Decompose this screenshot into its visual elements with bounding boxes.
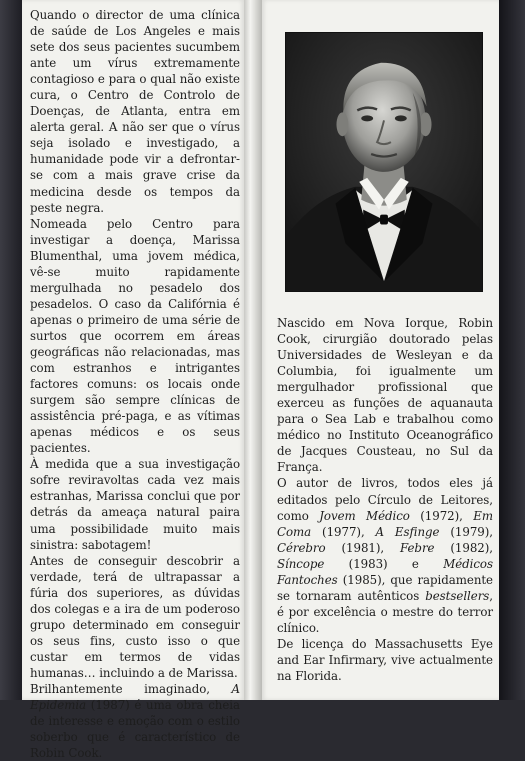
synopsis-paragraph-2: Nomeada pelo Centro para investigar a doença, Marissa Blumenthal, uma jovem médica, vê-se muito rapidamente mergulhada no pesadelo dos pesadelos. O caso da Califórnia é apenas o primeiro de uma série de surtos que ocorrem em áreas geográficas não relacionadas, mas com estranhos e intrigantes factores comuns: os locais onde surgem são sempre clínicas de assistência pré-paga, e as vítimas apenas médicos e os seus pacientes. <box>30 216 240 456</box>
flap-fold-gutter <box>244 0 262 700</box>
right-flap <box>262 0 499 700</box>
book-edge-left <box>0 0 22 700</box>
synopsis-text <box>30 7 240 761</box>
synopsis-paragraph-5 <box>30 681 240 761</box>
books-year-5: (1982), <box>434 540 493 555</box>
book-title-em-coma: Em Coma <box>277 508 493 539</box>
synopsis-paragraph-3: À medida que a sua investigação sofre reviravoltas cada vez mais estranhas, Marissa conclui que por detrás da ameaça natural paira uma possibilidade muito mais sinistra: sabotagem! <box>30 457 240 552</box>
book-title-febre: Febre <box>400 540 435 555</box>
book-title-jovem-medico: Jovem Médico <box>319 508 410 523</box>
p5-before: Brilhantemente imaginado, <box>30 681 232 696</box>
synopsis-paragraph-1: Quando o director de uma clínica de saúde de Los Angeles e mais sete dos seus pacientes sucumbem ante um vírus extremamente contagioso e para o qual não existe cura, o Centro de Controlo de Doenças, de Atlanta, entra em alerta geral. A não ser que o vírus seja isolado e investigado, a humanidade pode vir a defrontar-se com a mais grave crise da medicina desde os tempos da peste negra. <box>30 8 240 215</box>
portrait-illustration <box>286 33 482 291</box>
synopsis-paragraph-4: Antes de conseguir descobrir a verdade, terá de ultrapassar a fúria dos superiores, as dúvidas dos colegas e a ira de um poderoso grupo determinado em conseguir os seus fins, custo isso o que custar em termos de vidas humanas… incluindo a de Marissa. <box>30 553 240 680</box>
books-end: , é por excelência o mestre do terror clínico. <box>277 588 493 635</box>
books-year-1: (1972), <box>409 508 474 523</box>
book-title-epidemia: A Epidemia <box>30 681 240 713</box>
books-intro: O autor de livros, todos eles já editados pelo Círculo de Leitores, como <box>277 476 493 523</box>
book-title-cerebro: Cérebro <box>277 540 326 555</box>
books-year-2: (1977), <box>311 524 376 539</box>
books-year-7: (1985), que rapidamente se tornaram autênticos <box>277 572 493 603</box>
author-portrait-icon <box>285 32 483 292</box>
book-edge-right <box>499 0 525 700</box>
books-year-6: (1983) e <box>324 556 444 571</box>
bio-paragraph: Nascido em Nova Iorque, Robin Cook, cirurgião doutorado pelas Universidades de Wesleyan e da Columbia, foi igualmente um mergulhador profissional que exerceu as funções de aquanauta para o Sea Lab e trabalhou como médico no Instituto Oceanográfico de Jacques Cousteau, no Sul da França. <box>277 316 493 475</box>
book-title-a-esfinge: A Esfinge <box>375 524 440 539</box>
books-year-4: (1981), <box>325 540 401 555</box>
left-flap <box>22 0 244 761</box>
books-paragraph <box>277 475 493 635</box>
bestsellers-word: bestsellers <box>425 588 490 603</box>
author-bio-text <box>277 315 493 684</box>
licence-paragraph: De licença do Massachusetts Eye and Ear Infirmary, vive actualmente na Florida. <box>277 636 493 684</box>
book-title-medicos-fantoches: Médicos Fantoches <box>277 556 493 587</box>
p5-after: (1987) é uma obra cheia de interesse e emoção com o estilo soberbo que é característico de Robin Cook. <box>30 698 240 761</box>
books-year-3: (1979), <box>439 524 493 539</box>
book-title-sincope: Síncope <box>277 556 325 571</box>
